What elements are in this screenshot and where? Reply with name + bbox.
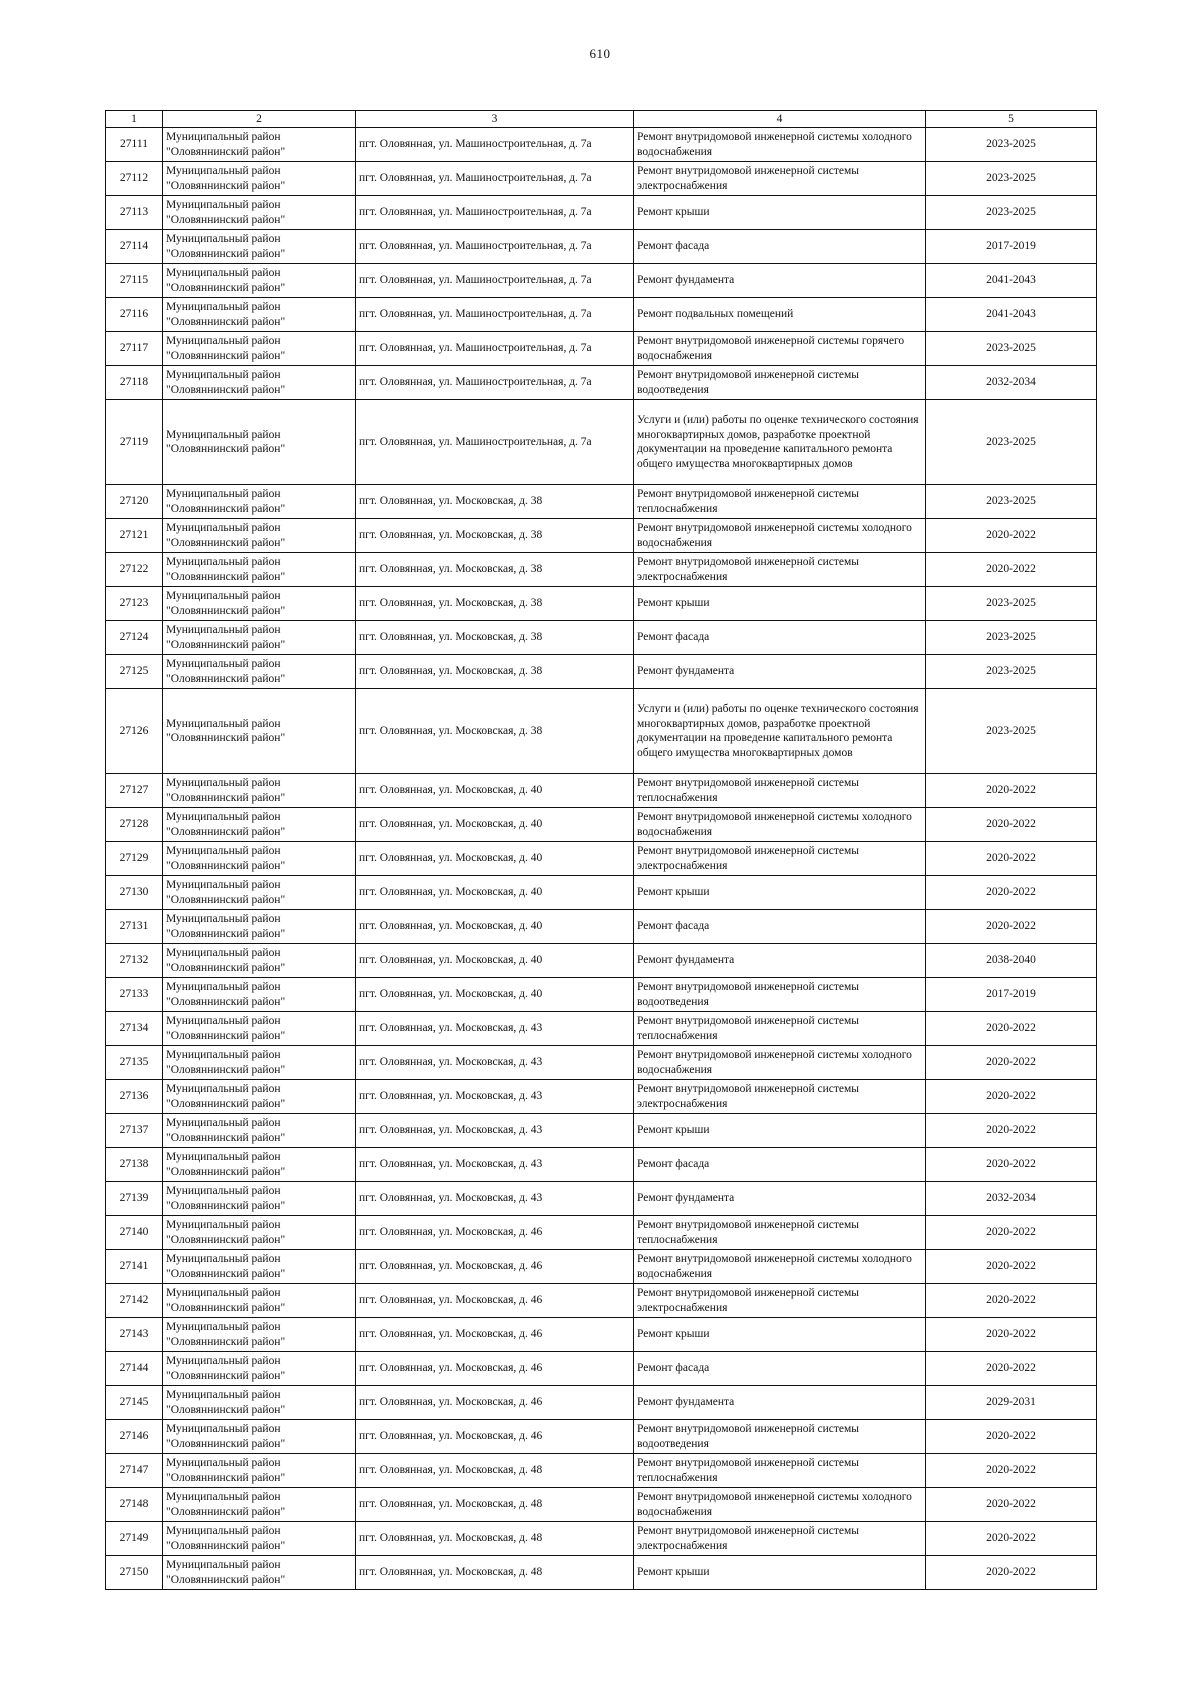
district-cell: Муниципальный район "Оловяннинский район" [163,1522,356,1556]
address-cell: пгт. Оловянная, ул. Московская, д. 43 [356,1182,634,1216]
work-type-cell: Ремонт фундамента [634,264,926,298]
address-cell: пгт. Оловянная, ул. Московская, д. 38 [356,689,634,774]
address-cell: пгт. Оловянная, ул. Московская, д. 40 [356,910,634,944]
work-type-cell: Ремонт внутридомовой инженерной системы горячего водоснабжения [634,332,926,366]
table-row [106,1386,1097,1420]
period-cell: 2020-2022 [926,1522,1097,1556]
table-row [106,978,1097,1012]
district-cell: Муниципальный район "Оловяннинский район" [163,1216,356,1250]
work-type-cell: Ремонт фундамента [634,1182,926,1216]
table-row [106,1352,1097,1386]
row-number-cell: 27134 [106,1012,163,1046]
table-row [106,1216,1097,1250]
table-row [106,553,1097,587]
row-number-cell: 27143 [106,1318,163,1352]
district-cell: Муниципальный район "Оловяннинский район" [163,1454,356,1488]
table-row [106,162,1097,196]
table-row [106,1284,1097,1318]
table-row [106,366,1097,400]
work-type-cell: Ремонт фасада [634,621,926,655]
district-cell: Муниципальный район "Оловяннинский район" [163,655,356,689]
work-type-cell: Ремонт фундамента [634,944,926,978]
district-cell: Муниципальный район "Оловяннинский район" [163,876,356,910]
work-type-cell: Ремонт внутридомовой инженерной системы электроснабжения [634,1522,926,1556]
work-type-cell: Ремонт фундамента [634,1386,926,1420]
work-type-cell: Ремонт внутридомовой инженерной системы водоотведения [634,366,926,400]
address-cell: пгт. Оловянная, ул. Московская, д. 48 [356,1556,634,1590]
table-row [106,621,1097,655]
header-row [106,111,1097,128]
table-row [106,876,1097,910]
table-row [106,587,1097,621]
address-cell: пгт. Оловянная, ул. Московская, д. 43 [356,1114,634,1148]
period-cell: 2020-2022 [926,910,1097,944]
district-cell: Муниципальный район "Оловяннинский район" [163,1114,356,1148]
row-number-cell: 27139 [106,1182,163,1216]
address-cell: пгт. Оловянная, ул. Машиностроительная, д. 7а [356,162,634,196]
row-number-cell: 27150 [106,1556,163,1590]
period-cell: 2020-2022 [926,553,1097,587]
row-number-cell: 27140 [106,1216,163,1250]
address-cell: пгт. Оловянная, ул. Московская, д. 48 [356,1488,634,1522]
work-type-cell: Ремонт крыши [634,196,926,230]
period-cell: 2020-2022 [926,1454,1097,1488]
table-row [106,519,1097,553]
column-header-2: 2 [163,111,356,128]
address-cell: пгт. Оловянная, ул. Московская, д. 40 [356,944,634,978]
district-cell: Муниципальный район "Оловяннинский район" [163,1488,356,1522]
row-number-cell: 27130 [106,876,163,910]
district-cell: Муниципальный район "Оловяннинский район" [163,1182,356,1216]
table-row [106,298,1097,332]
address-cell: пгт. Оловянная, ул. Машиностроительная, д. 7а [356,264,634,298]
address-cell: пгт. Оловянная, ул. Московская, д. 40 [356,808,634,842]
district-cell: Муниципальный район "Оловяннинский район" [163,264,356,298]
row-number-cell: 27125 [106,655,163,689]
period-cell: 2041-2043 [926,298,1097,332]
row-number-cell: 27114 [106,230,163,264]
address-cell: пгт. Оловянная, ул. Московская, д. 46 [356,1420,634,1454]
period-cell: 2020-2022 [926,1250,1097,1284]
table-body [106,128,1097,1590]
district-cell: Муниципальный район "Оловяннинский район" [163,332,356,366]
work-type-cell: Ремонт внутридомовой инженерной системы холодного водоснабжения [634,1488,926,1522]
work-type-cell: Ремонт внутридомовой инженерной системы холодного водоснабжения [634,808,926,842]
row-number-cell: 27141 [106,1250,163,1284]
period-cell: 2020-2022 [926,1080,1097,1114]
district-cell: Муниципальный район "Оловяннинский район" [163,808,356,842]
district-cell: Муниципальный район "Оловяннинский район" [163,298,356,332]
table-row [106,196,1097,230]
period-cell: 2023-2025 [926,332,1097,366]
district-cell: Муниципальный район "Оловяннинский район" [163,519,356,553]
period-cell: 2023-2025 [926,689,1097,774]
period-cell: 2032-2034 [926,1182,1097,1216]
row-number-cell: 27142 [106,1284,163,1318]
district-cell: Муниципальный район "Оловяннинский район" [163,689,356,774]
address-cell: пгт. Оловянная, ул. Московская, д. 38 [356,553,634,587]
address-cell: пгт. Оловянная, ул. Машиностроительная, д. 7а [356,366,634,400]
table-row [106,1420,1097,1454]
work-type-cell: Ремонт внутридомовой инженерной системы холодного водоснабжения [634,1046,926,1080]
row-number-cell: 27117 [106,332,163,366]
table-row [106,264,1097,298]
table-row [106,1080,1097,1114]
table-row [106,400,1097,485]
period-cell: 2020-2022 [926,1420,1097,1454]
table-row [106,1556,1097,1590]
row-number-cell: 27138 [106,1148,163,1182]
table-row [106,1318,1097,1352]
period-cell: 2038-2040 [926,944,1097,978]
column-header-1: 1 [106,111,163,128]
table-row [106,910,1097,944]
district-cell: Муниципальный район "Оловяннинский район" [163,1250,356,1284]
period-cell: 2023-2025 [926,400,1097,485]
period-cell: 2020-2022 [926,1114,1097,1148]
district-cell: Муниципальный район "Оловяннинский район" [163,366,356,400]
district-cell: Муниципальный район "Оловяннинский район" [163,1352,356,1386]
table-row [106,842,1097,876]
period-cell: 2020-2022 [926,1148,1097,1182]
row-number-cell: 27149 [106,1522,163,1556]
period-cell: 2020-2022 [926,1352,1097,1386]
address-cell: пгт. Оловянная, ул. Московская, д. 43 [356,1012,634,1046]
address-cell: пгт. Оловянная, ул. Московская, д. 40 [356,876,634,910]
table-row [106,1182,1097,1216]
period-cell: 2020-2022 [926,519,1097,553]
work-type-cell: Ремонт крыши [634,1318,926,1352]
district-cell: Муниципальный район "Оловяннинский район" [163,196,356,230]
work-type-cell: Услуги и (или) работы по оценке технического состояния многоквартирных домов, разработке проектной документации на проведение капитального ремонта общего имущества многоквартирных домов [634,400,926,485]
period-cell: 2020-2022 [926,842,1097,876]
work-type-cell: Ремонт внутридомовой инженерной системы электроснабжения [634,553,926,587]
table-row [106,944,1097,978]
table-row [106,808,1097,842]
row-number-cell: 27136 [106,1080,163,1114]
address-cell: пгт. Оловянная, ул. Московская, д. 43 [356,1046,634,1080]
period-cell: 2020-2022 [926,1556,1097,1590]
address-cell: пгт. Оловянная, ул. Машиностроительная, д. 7а [356,128,634,162]
row-number-cell: 27112 [106,162,163,196]
district-cell: Муниципальный район "Оловяннинский район" [163,230,356,264]
district-cell: Муниципальный район "Оловяннинский район" [163,1284,356,1318]
address-cell: пгт. Оловянная, ул. Московская, д. 38 [356,587,634,621]
period-cell: 2017-2019 [926,230,1097,264]
district-cell: Муниципальный район "Оловяннинский район" [163,1148,356,1182]
district-cell: Муниципальный район "Оловяннинский район" [163,910,356,944]
table-row [106,1114,1097,1148]
work-type-cell: Ремонт внутридомовой инженерной системы теплоснабжения [634,774,926,808]
row-number-cell: 27126 [106,689,163,774]
row-number-cell: 27131 [106,910,163,944]
work-type-cell: Ремонт внутридомовой инженерной системы водоотведения [634,1420,926,1454]
address-cell: пгт. Оловянная, ул. Московская, д. 46 [356,1250,634,1284]
table-row [106,485,1097,519]
address-cell: пгт. Оловянная, ул. Машиностроительная, д. 7а [356,332,634,366]
table-row [106,128,1097,162]
page-number: 610 [589,46,611,61]
table-row [106,1250,1097,1284]
work-type-cell: Ремонт внутридомовой инженерной системы холодного водоснабжения [634,1250,926,1284]
period-cell: 2032-2034 [926,366,1097,400]
row-number-cell: 27129 [106,842,163,876]
row-number-cell: 27135 [106,1046,163,1080]
work-type-cell: Ремонт внутридомовой инженерной системы электроснабжения [634,1284,926,1318]
row-number-cell: 27145 [106,1386,163,1420]
work-type-cell: Ремонт внутридомовой инженерной системы теплоснабжения [634,1454,926,1488]
work-type-cell: Ремонт фундамента [634,655,926,689]
period-cell: 2023-2025 [926,621,1097,655]
row-number-cell: 27148 [106,1488,163,1522]
row-number-cell: 27122 [106,553,163,587]
table-row [106,1046,1097,1080]
table-row [106,1012,1097,1046]
table-row [106,1454,1097,1488]
work-type-cell: Ремонт подвальных помещений [634,298,926,332]
district-cell: Муниципальный район "Оловяннинский район" [163,485,356,519]
work-type-cell: Ремонт крыши [634,1114,926,1148]
period-cell: 2023-2025 [926,655,1097,689]
address-cell: пгт. Оловянная, ул. Московская, д. 43 [356,1080,634,1114]
period-cell: 2020-2022 [926,808,1097,842]
district-cell: Муниципальный район "Оловяннинский район" [163,128,356,162]
work-type-cell: Ремонт внутридомовой инженерной системы холодного водоснабжения [634,519,926,553]
address-cell: пгт. Оловянная, ул. Московская, д. 46 [356,1386,634,1420]
period-cell: 2023-2025 [926,587,1097,621]
address-cell: пгт. Оловянная, ул. Машиностроительная, д. 7а [356,400,634,485]
table-header [106,111,1097,128]
district-cell: Муниципальный район "Оловяннинский район" [163,621,356,655]
table-row [106,689,1097,774]
row-number-cell: 27120 [106,485,163,519]
period-cell: 2020-2022 [926,1318,1097,1352]
district-cell: Муниципальный район "Оловяннинский район" [163,1420,356,1454]
district-cell: Муниципальный район "Оловяннинский район" [163,1386,356,1420]
table-row [106,655,1097,689]
work-type-cell: Ремонт внутридомовой инженерной системы холодного водоснабжения [634,128,926,162]
row-number-cell: 27124 [106,621,163,655]
row-number-cell: 27147 [106,1454,163,1488]
district-cell: Муниципальный район "Оловяннинский район" [163,842,356,876]
table-row [106,1148,1097,1182]
district-cell: Муниципальный район "Оловяннинский район" [163,162,356,196]
address-cell: пгт. Оловянная, ул. Машиностроительная, д. 7а [356,230,634,264]
period-cell: 2020-2022 [926,1488,1097,1522]
address-cell: пгт. Оловянная, ул. Московская, д. 43 [356,1148,634,1182]
work-type-cell: Ремонт фасада [634,1352,926,1386]
period-cell: 2029-2031 [926,1386,1097,1420]
work-type-cell: Ремонт фасада [634,230,926,264]
district-cell: Муниципальный район "Оловяннинский район" [163,774,356,808]
work-type-cell: Ремонт крыши [634,876,926,910]
period-cell: 2023-2025 [926,162,1097,196]
table-row [106,774,1097,808]
row-number-cell: 27144 [106,1352,163,1386]
period-cell: 2020-2022 [926,1012,1097,1046]
work-type-cell: Ремонт крыши [634,587,926,621]
address-cell: пгт. Оловянная, ул. Московская, д. 48 [356,1522,634,1556]
work-type-cell: Ремонт внутридомовой инженерной системы теплоснабжения [634,1012,926,1046]
row-number-cell: 27118 [106,366,163,400]
address-cell: пгт. Оловянная, ул. Московская, д. 38 [356,485,634,519]
row-number-cell: 27137 [106,1114,163,1148]
address-cell: пгт. Оловянная, ул. Московская, д. 48 [356,1454,634,1488]
row-number-cell: 27133 [106,978,163,1012]
row-number-cell: 27111 [106,128,163,162]
address-cell: пгт. Оловянная, ул. Машиностроительная, д. 7а [356,196,634,230]
table-row [106,1488,1097,1522]
table-row [106,230,1097,264]
work-type-cell: Ремонт внутридомовой инженерной системы электроснабжения [634,1080,926,1114]
period-cell: 2023-2025 [926,128,1097,162]
row-number-cell: 27128 [106,808,163,842]
period-cell: 2020-2022 [926,1046,1097,1080]
district-cell: Муниципальный район "Оловяннинский район" [163,978,356,1012]
work-type-cell: Ремонт внутридомовой инженерной системы теплоснабжения [634,1216,926,1250]
row-number-cell: 27116 [106,298,163,332]
work-type-cell: Услуги и (или) работы по оценке технического состояния многоквартирных домов, разработке проектной документации на проведение капитального ремонта общего имущества многоквартирных домов [634,689,926,774]
column-header-3: 3 [356,111,634,128]
column-header-4: 4 [634,111,926,128]
district-cell: Муниципальный район "Оловяннинский район" [163,1012,356,1046]
table-row [106,1522,1097,1556]
address-cell: пгт. Оловянная, ул. Московская, д. 46 [356,1216,634,1250]
district-cell: Муниципальный район "Оловяннинский район" [163,944,356,978]
work-type-cell: Ремонт фасада [634,910,926,944]
row-number-cell: 27115 [106,264,163,298]
period-cell: 2020-2022 [926,774,1097,808]
period-cell: 2020-2022 [926,1284,1097,1318]
address-cell: пгт. Оловянная, ул. Московская, д. 40 [356,842,634,876]
district-cell: Муниципальный район "Оловяннинский район" [163,553,356,587]
row-number-cell: 27127 [106,774,163,808]
address-cell: пгт. Оловянная, ул. Московская, д. 38 [356,519,634,553]
district-cell: Муниципальный район "Оловяннинский район" [163,1556,356,1590]
capital-repair-table [105,110,1097,1590]
work-type-cell: Ремонт фасада [634,1148,926,1182]
district-cell: Муниципальный район "Оловяннинский район" [163,400,356,485]
period-cell: 2020-2022 [926,1216,1097,1250]
row-number-cell: 27119 [106,400,163,485]
row-number-cell: 27123 [106,587,163,621]
table-row [106,332,1097,366]
work-type-cell: Ремонт внутридомовой инженерной системы электроснабжения [634,842,926,876]
row-number-cell: 27121 [106,519,163,553]
address-cell: пгт. Оловянная, ул. Московская, д. 46 [356,1318,634,1352]
work-type-cell: Ремонт внутридомовой инженерной системы водоотведения [634,978,926,1012]
address-cell: пгт. Оловянная, ул. Машиностроительная, д. 7а [356,298,634,332]
row-number-cell: 27113 [106,196,163,230]
row-number-cell: 27132 [106,944,163,978]
address-cell: пгт. Оловянная, ул. Московская, д. 38 [356,655,634,689]
address-cell: пгт. Оловянная, ул. Московская, д. 40 [356,774,634,808]
period-cell: 2017-2019 [926,978,1097,1012]
row-number-cell: 27146 [106,1420,163,1454]
address-cell: пгт. Оловянная, ул. Московская, д. 38 [356,621,634,655]
address-cell: пгт. Оловянная, ул. Московская, д. 40 [356,978,634,1012]
period-cell: 2041-2043 [926,264,1097,298]
period-cell: 2020-2022 [926,876,1097,910]
work-type-cell: Ремонт крыши [634,1556,926,1590]
address-cell: пгт. Оловянная, ул. Московская, д. 46 [356,1352,634,1386]
district-cell: Муниципальный район "Оловяннинский район" [163,1318,356,1352]
work-type-cell: Ремонт внутридомовой инженерной системы электроснабжения [634,162,926,196]
address-cell: пгт. Оловянная, ул. Московская, д. 46 [356,1284,634,1318]
work-type-cell: Ремонт внутридомовой инженерной системы теплоснабжения [634,485,926,519]
district-cell: Муниципальный район "Оловяннинский район" [163,1080,356,1114]
period-cell: 2023-2025 [926,485,1097,519]
district-cell: Муниципальный район "Оловяннинский район" [163,587,356,621]
district-cell: Муниципальный район "Оловяннинский район" [163,1046,356,1080]
column-header-5: 5 [926,111,1097,128]
period-cell: 2023-2025 [926,196,1097,230]
